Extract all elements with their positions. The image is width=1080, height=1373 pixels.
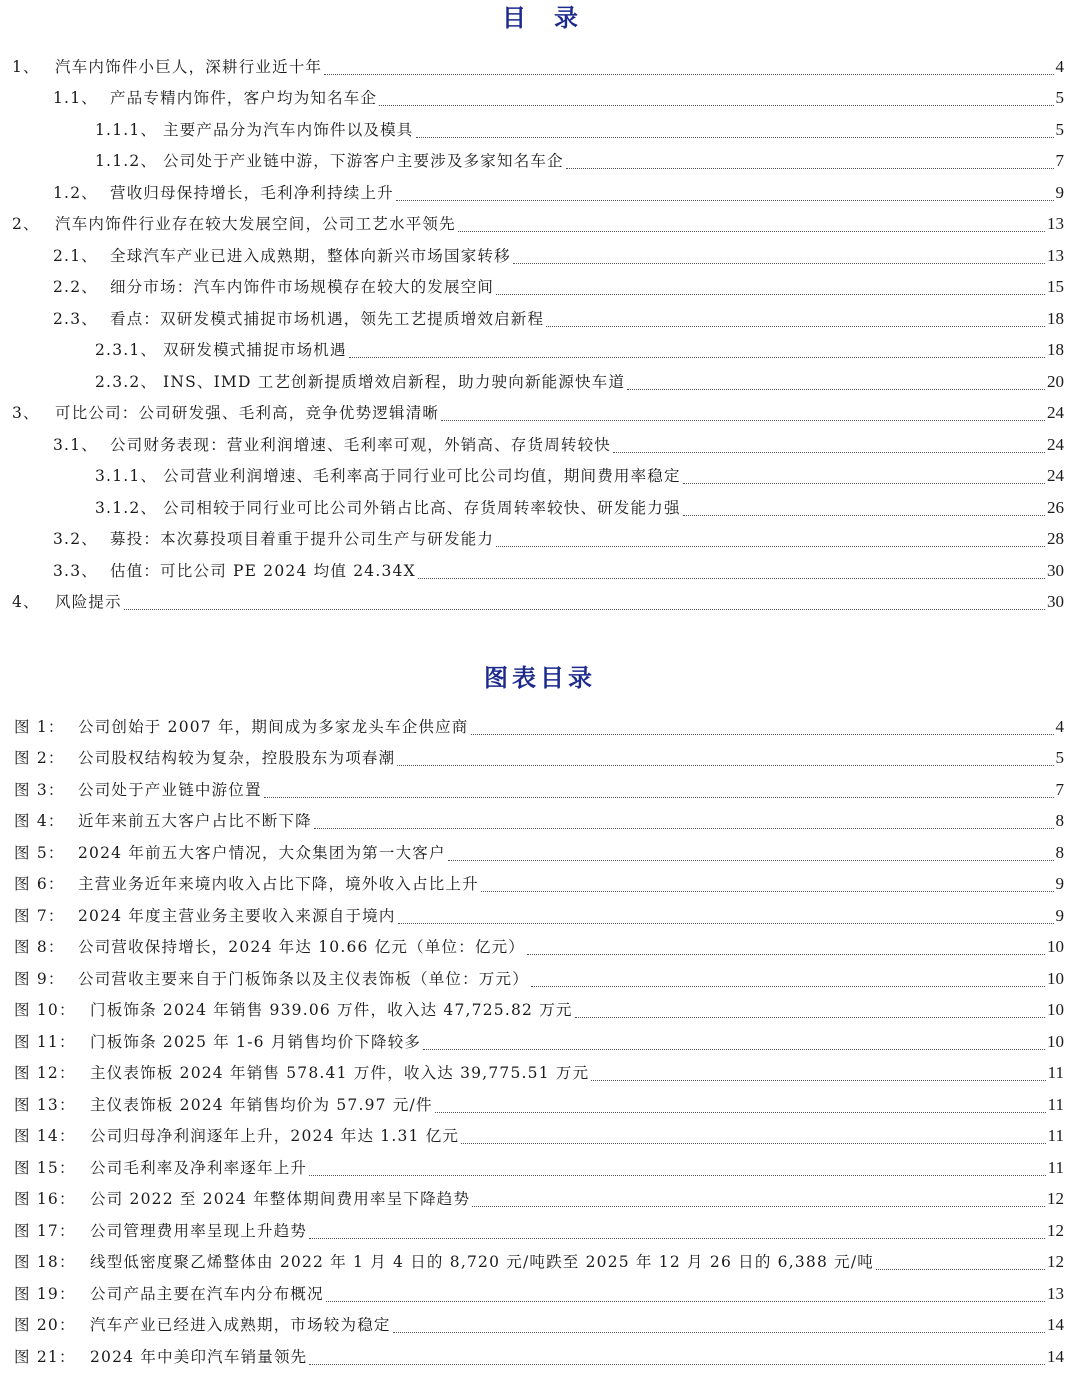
toc-entry[interactable] bbox=[0, 366, 1080, 398]
figure-entry[interactable] bbox=[0, 711, 1080, 743]
entry-title[interactable]: 2024 年度主营业务主要收入来源自于境内 bbox=[78, 906, 396, 926]
entry-number: 图 21： bbox=[14, 1347, 90, 1367]
entry-title[interactable]: 公司管理费用率呈现上升趋势 bbox=[90, 1221, 307, 1241]
dot-leader bbox=[527, 953, 1045, 955]
toc-entry[interactable] bbox=[0, 209, 1080, 241]
entry-number: 图 6： bbox=[14, 874, 78, 894]
entry-number: 图 1： bbox=[14, 717, 78, 737]
dot-leader bbox=[613, 451, 1045, 453]
dot-leader bbox=[448, 859, 1054, 861]
entry-number: 1.1.1、 bbox=[95, 120, 163, 140]
entry-page-number[interactable]: 14 bbox=[1047, 1315, 1080, 1335]
entry-number: 图 13： bbox=[14, 1095, 90, 1115]
figure-entry[interactable] bbox=[0, 1310, 1080, 1342]
entry-number: 1.2、 bbox=[53, 183, 110, 203]
toc-entry[interactable] bbox=[0, 303, 1080, 335]
dot-leader bbox=[309, 1174, 1046, 1176]
dot-leader bbox=[326, 1300, 1045, 1302]
entry-page-number[interactable]: 13 bbox=[1047, 246, 1080, 266]
entry-page-number[interactable]: 24 bbox=[1047, 435, 1080, 455]
entry-page-number[interactable]: 9 bbox=[1056, 183, 1080, 203]
dot-leader bbox=[393, 1331, 1045, 1333]
dot-leader bbox=[397, 764, 1053, 766]
entry-number: 图 19： bbox=[14, 1284, 90, 1304]
entry-page-number[interactable]: 10 bbox=[1047, 1032, 1080, 1052]
entry-number: 图 8： bbox=[14, 937, 78, 957]
entry-title[interactable]: 公司营收保持增长，2024 年达 10.66 亿元（单位：亿元） bbox=[78, 937, 525, 957]
entry-number: 2.3.2、 bbox=[95, 372, 163, 392]
entry-number: 3.2、 bbox=[53, 529, 110, 549]
dot-leader bbox=[591, 1079, 1045, 1081]
entry-title[interactable]: 2024 年中美印汽车销量领先 bbox=[90, 1347, 307, 1367]
entry-title[interactable]: 汽车内饰件行业存在较大发展空间，公司工艺水平领先 bbox=[55, 214, 456, 234]
entry-number: 2.2、 bbox=[53, 277, 110, 297]
entry-page-number[interactable]: 18 bbox=[1047, 340, 1080, 360]
entry-title[interactable]: 看点：双研发模式捕捉市场机遇，领先工艺提质增效启新程 bbox=[110, 309, 544, 329]
entry-page-number[interactable]: 30 bbox=[1047, 561, 1080, 581]
toc-title: 目录 bbox=[0, 3, 1080, 33]
entry-number: 3.1.1、 bbox=[95, 466, 163, 486]
entry-page-number[interactable]: 13 bbox=[1047, 1284, 1080, 1304]
figure-entry[interactable] bbox=[0, 806, 1080, 838]
entry-page-number[interactable]: 8 bbox=[1056, 811, 1080, 831]
entry-page-number[interactable]: 12 bbox=[1047, 1252, 1080, 1272]
dot-leader bbox=[309, 1363, 1045, 1365]
entry-title[interactable]: 2024 年前五大客户情况，大众集团为第一大客户 bbox=[78, 843, 446, 863]
entry-page-number[interactable]: 30 bbox=[1047, 592, 1080, 612]
entry-number: 图 2： bbox=[14, 748, 78, 768]
figure-entry[interactable] bbox=[0, 900, 1080, 932]
entry-number: 图 17： bbox=[14, 1221, 90, 1241]
figure-entry[interactable] bbox=[0, 1089, 1080, 1121]
entry-title[interactable]: 主要产品分为汽车内饰件以及模具 bbox=[163, 120, 414, 140]
entry-page-number[interactable]: 10 bbox=[1047, 937, 1080, 957]
entry-number: 图 15： bbox=[14, 1158, 90, 1178]
toc-entry[interactable] bbox=[0, 114, 1080, 146]
dot-leader bbox=[418, 577, 1045, 579]
entry-page-number[interactable]: 5 bbox=[1056, 748, 1080, 768]
entry-page-number[interactable]: 24 bbox=[1047, 466, 1080, 486]
figure-entry[interactable] bbox=[0, 1121, 1080, 1153]
toc-entry[interactable] bbox=[0, 398, 1080, 430]
entry-number: 图 16： bbox=[14, 1189, 90, 1209]
entry-page-number[interactable]: 7 bbox=[1056, 151, 1080, 171]
entry-title[interactable]: 双研发模式捕捉市场机遇 bbox=[163, 340, 347, 360]
entry-title[interactable]: 汽车内饰件小巨人，深耕行业近十年 bbox=[55, 57, 322, 77]
entry-title[interactable]: 公司毛利率及净利率逐年上升 bbox=[90, 1158, 307, 1178]
entry-page-number[interactable]: 10 bbox=[1047, 969, 1080, 989]
entry-page-number[interactable]: 5 bbox=[1056, 120, 1080, 140]
entry-number: 图 18： bbox=[14, 1252, 90, 1272]
dot-leader bbox=[124, 608, 1045, 610]
entry-page-number[interactable]: 12 bbox=[1047, 1189, 1080, 1209]
figure-entry[interactable] bbox=[0, 1184, 1080, 1216]
dot-leader bbox=[461, 1142, 1045, 1144]
entry-page-number[interactable]: 12 bbox=[1047, 1221, 1080, 1241]
entry-page-number[interactable]: 13 bbox=[1047, 214, 1080, 234]
entry-title[interactable]: 估值：可比公司 PE 2024 均值 24.34X bbox=[110, 561, 416, 581]
toc-entry[interactable] bbox=[0, 461, 1080, 493]
dot-leader bbox=[531, 985, 1045, 987]
toc-entry[interactable] bbox=[0, 524, 1080, 556]
entry-title[interactable]: 主仪表饰板 2024 年销售均价为 57.97 元/件 bbox=[90, 1095, 433, 1115]
toc-entry[interactable] bbox=[0, 51, 1080, 83]
entry-number: 3、 bbox=[12, 403, 55, 423]
figure-entry[interactable] bbox=[0, 1278, 1080, 1310]
figure-entry[interactable] bbox=[0, 837, 1080, 869]
entry-page-number[interactable]: 14 bbox=[1047, 1347, 1080, 1367]
toc-entry[interactable] bbox=[0, 335, 1080, 367]
entry-number: 图 7： bbox=[14, 906, 78, 926]
entry-page-number[interactable]: 4 bbox=[1056, 57, 1080, 77]
toc-entry[interactable] bbox=[0, 146, 1080, 178]
dot-leader bbox=[435, 1111, 1046, 1113]
figure-list-title: 图表目录 bbox=[0, 663, 1080, 693]
entry-title[interactable]: 公司 2022 至 2024 年整体期间费用率呈下降趋势 bbox=[90, 1189, 470, 1209]
entry-title[interactable]: 公司处于产业链中游位置 bbox=[78, 780, 262, 800]
dot-leader bbox=[546, 325, 1045, 327]
entry-number: 图 14： bbox=[14, 1126, 90, 1146]
dot-leader bbox=[264, 796, 1054, 798]
entry-title[interactable]: 营收归母保持增长，毛利净利持续上升 bbox=[110, 183, 394, 203]
entry-page-number[interactable]: 4 bbox=[1056, 717, 1080, 737]
figure-entry[interactable] bbox=[0, 963, 1080, 995]
dot-leader bbox=[471, 733, 1054, 735]
entry-page-number[interactable]: 24 bbox=[1047, 403, 1080, 423]
entry-number: 1、 bbox=[12, 57, 55, 77]
entry-title[interactable]: 可比公司：公司研发强、毛利高，竞争优势逻辑清晰 bbox=[55, 403, 439, 423]
entry-number: 图 9： bbox=[14, 969, 78, 989]
entry-page-number[interactable]: 26 bbox=[1047, 498, 1080, 518]
entry-number: 3.3、 bbox=[53, 561, 110, 581]
entry-title[interactable]: 汽车产业已经进入成熟期，市场较为稳定 bbox=[90, 1315, 391, 1335]
dot-leader bbox=[481, 890, 1054, 892]
dot-leader bbox=[314, 827, 1054, 829]
entry-title[interactable]: 风险提示 bbox=[55, 592, 122, 612]
dot-leader bbox=[458, 230, 1045, 232]
dot-leader bbox=[472, 1205, 1045, 1207]
entry-title[interactable]: 细分市场：汽车内饰件市场规模存在较大的发展空间 bbox=[110, 277, 494, 297]
entry-title[interactable]: 公司营业利润增速、毛利率高于同行业可比公司均值，期间费用率稳定 bbox=[163, 466, 681, 486]
entry-page-number[interactable]: 5 bbox=[1056, 88, 1080, 108]
entry-title[interactable]: 公司产品主要在汽车内分布概况 bbox=[90, 1284, 324, 1304]
figure-entry[interactable] bbox=[0, 995, 1080, 1027]
entry-number: 3.1、 bbox=[53, 435, 110, 455]
figure-entry[interactable] bbox=[0, 1247, 1080, 1279]
entry-title[interactable]: 公司股权结构较为复杂，控股股东为项春潮 bbox=[78, 748, 395, 768]
entry-number: 3.1.2、 bbox=[95, 498, 163, 518]
entry-title[interactable]: 产品专精内饰件，客户均为知名车企 bbox=[110, 88, 377, 108]
dot-leader bbox=[349, 356, 1045, 358]
entry-title[interactable]: 公司处于产业链中游，下游客户主要涉及多家知名车企 bbox=[163, 151, 564, 171]
entry-page-number[interactable]: 18 bbox=[1047, 309, 1080, 329]
entry-title[interactable]: 主营业务近年来境内收入占比下降，境外收入占比上升 bbox=[78, 874, 479, 894]
dot-leader bbox=[324, 73, 1053, 75]
entry-number: 图 4： bbox=[14, 811, 78, 831]
entry-title[interactable]: 公司创始于 2007 年，期间成为多家龙头车企供应商 bbox=[78, 717, 469, 737]
toc-entry[interactable] bbox=[0, 240, 1080, 272]
entry-title[interactable]: 主仪表饰板 2024 年销售 578.41 万件，收入达 39,775.51 万元 bbox=[90, 1063, 589, 1083]
entry-title[interactable]: 募投：本次募投项目着重于提升公司生产与研发能力 bbox=[110, 529, 494, 549]
entry-number: 1.1.2、 bbox=[95, 151, 163, 171]
figure-entry[interactable] bbox=[0, 1026, 1080, 1058]
entry-page-number[interactable]: 11 bbox=[1048, 1158, 1080, 1178]
entry-page-number[interactable]: 15 bbox=[1047, 277, 1080, 297]
entry-number: 图 3： bbox=[14, 780, 78, 800]
entry-title[interactable]: 公司营收主要来自于门板饰条以及主仪表饰板（单位：万元） bbox=[78, 969, 529, 989]
entry-page-number[interactable]: 20 bbox=[1047, 372, 1080, 392]
dot-leader bbox=[683, 514, 1045, 516]
dot-leader bbox=[309, 1237, 1045, 1239]
toc-entry[interactable] bbox=[0, 587, 1080, 619]
dot-leader bbox=[876, 1268, 1045, 1270]
entry-page-number[interactable]: 28 bbox=[1047, 529, 1080, 549]
entry-number: 图 20： bbox=[14, 1315, 90, 1335]
figure-entry[interactable] bbox=[0, 1341, 1080, 1373]
dot-leader bbox=[683, 482, 1045, 484]
figure-entry[interactable] bbox=[0, 774, 1080, 806]
entry-page-number[interactable]: 7 bbox=[1056, 780, 1080, 800]
toc-entry[interactable] bbox=[0, 492, 1080, 524]
entry-page-number[interactable]: 10 bbox=[1047, 1000, 1080, 1020]
entry-page-number[interactable]: 11 bbox=[1048, 1126, 1080, 1146]
dot-leader bbox=[398, 922, 1054, 924]
figure-list bbox=[0, 711, 1080, 1373]
dot-leader bbox=[379, 104, 1053, 106]
entry-number: 图 5： bbox=[14, 843, 78, 863]
entry-number: 图 10： bbox=[14, 1000, 90, 1020]
entry-number: 1.1、 bbox=[53, 88, 110, 108]
entry-number: 2.3、 bbox=[53, 309, 110, 329]
entry-number: 图 12： bbox=[14, 1063, 90, 1083]
entry-number: 2.1、 bbox=[53, 246, 110, 266]
dot-leader bbox=[566, 167, 1054, 169]
entry-title[interactable]: 近年来前五大客户占比不断下降 bbox=[78, 811, 312, 831]
entry-page-number[interactable]: 11 bbox=[1048, 1063, 1080, 1083]
dot-leader bbox=[513, 262, 1045, 264]
toc-entry[interactable] bbox=[0, 177, 1080, 209]
dot-leader bbox=[396, 199, 1054, 201]
entry-page-number[interactable]: 11 bbox=[1048, 1095, 1080, 1115]
entry-number: 4、 bbox=[12, 592, 55, 612]
entry-title[interactable]: 公司相较于同行业可比公司外销占比高、存货周转率较快、研发能力强 bbox=[163, 498, 681, 518]
entry-title[interactable]: 门板饰条 2024 年销售 939.06 万件，收入达 47,725.82 万元 bbox=[90, 1000, 573, 1020]
figure-entry[interactable] bbox=[0, 1152, 1080, 1184]
entry-title[interactable]: 线型低密度聚乙烯整体由 2022 年 1 月 4 日的 8,720 元/吨跌至 2025 年 12 月 26 日的 6,388 元/吨 bbox=[90, 1252, 874, 1272]
entry-title[interactable]: 公司归母净利润逐年上升，2024 年达 1.31 亿元 bbox=[90, 1126, 459, 1146]
entry-title[interactable]: 门板饰条 2025 年 1-6 月销售均价下降较多 bbox=[90, 1032, 421, 1052]
dot-leader bbox=[496, 545, 1045, 547]
entry-title[interactable]: 公司财务表现：营业利润增速、毛利率可观，外销高、存货周转较快 bbox=[110, 435, 611, 455]
dot-leader bbox=[441, 419, 1045, 421]
figure-entry[interactable] bbox=[0, 1058, 1080, 1090]
figure-entry[interactable] bbox=[0, 869, 1080, 901]
entry-number: 2.3.1、 bbox=[95, 340, 163, 360]
entry-title[interactable]: 全球汽车产业已进入成熟期，整体向新兴市场国家转移 bbox=[110, 246, 511, 266]
toc-list bbox=[0, 51, 1080, 618]
entry-page-number[interactable]: 8 bbox=[1056, 843, 1080, 863]
toc-entry[interactable] bbox=[0, 83, 1080, 115]
figure-entry[interactable] bbox=[0, 743, 1080, 775]
dot-leader bbox=[423, 1048, 1045, 1050]
toc-entry[interactable] bbox=[0, 555, 1080, 587]
entry-page-number[interactable]: 9 bbox=[1056, 874, 1080, 894]
entry-number: 图 11： bbox=[14, 1032, 90, 1052]
dot-leader bbox=[627, 388, 1045, 390]
dot-leader bbox=[496, 293, 1045, 295]
dot-leader bbox=[575, 1016, 1045, 1018]
toc-entry[interactable] bbox=[0, 429, 1080, 461]
entry-title[interactable]: INS、IMD 工艺创新提质增效启新程，助力驶向新能源快车道 bbox=[163, 372, 625, 392]
toc-entry[interactable] bbox=[0, 272, 1080, 304]
figure-entry[interactable] bbox=[0, 1215, 1080, 1247]
dot-leader bbox=[416, 136, 1054, 138]
entry-page-number[interactable]: 9 bbox=[1056, 906, 1080, 926]
entry-number: 2、 bbox=[12, 214, 55, 234]
figure-entry[interactable] bbox=[0, 932, 1080, 964]
